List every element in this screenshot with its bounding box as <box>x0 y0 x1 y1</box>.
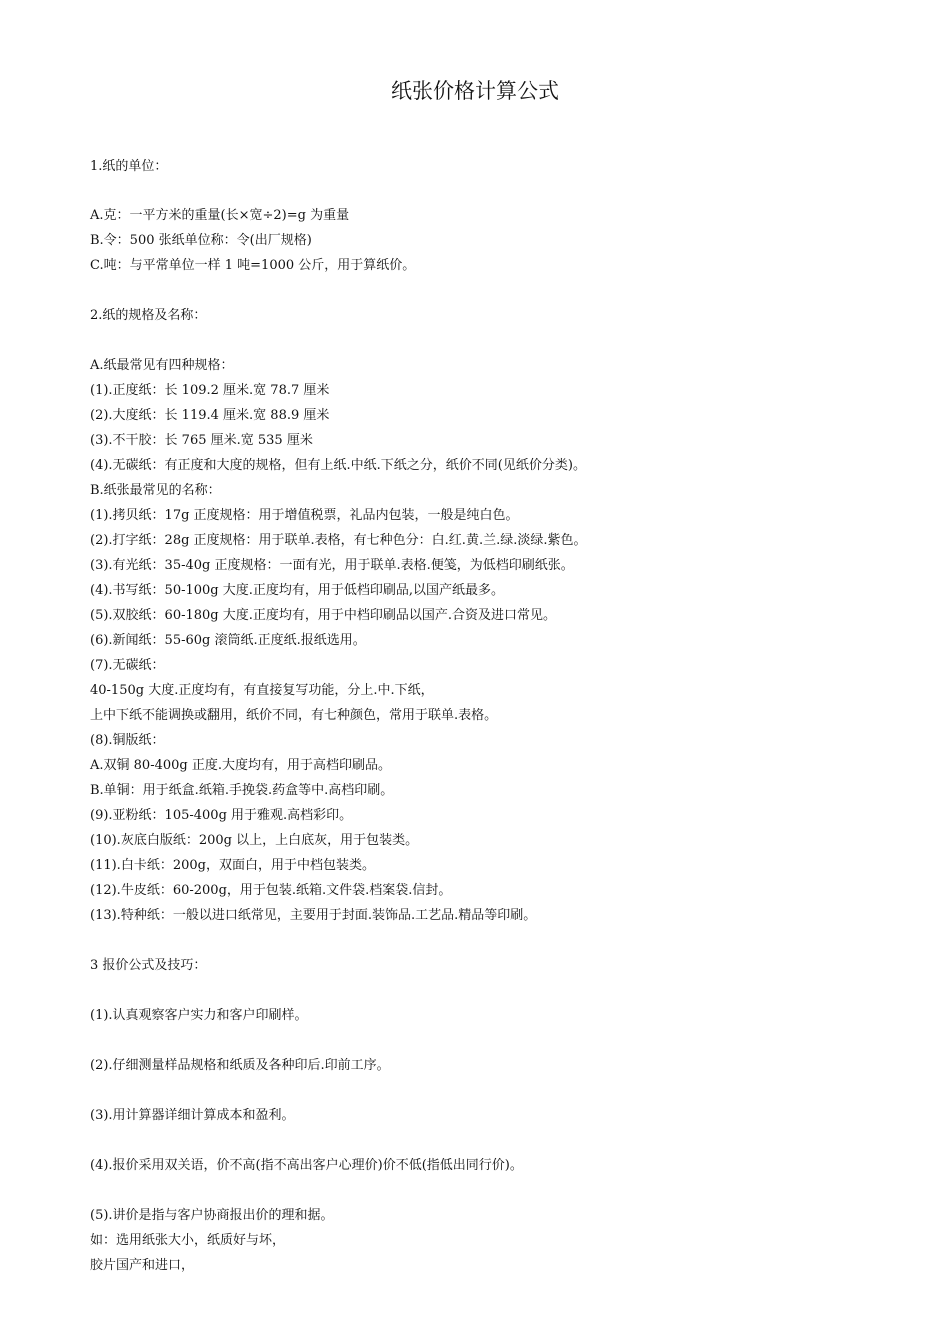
text-line: 上中下纸不能调换或翻用，纸价不同，有七种颜色，常用于联单.表格。 <box>90 708 498 723</box>
text-line: (2).大度纸：长 119.4 厘米.宽 88.9 厘米 <box>90 408 330 423</box>
text-line: 40-150g 大度.正度均有，有直接复写功能，分上.中.下纸， <box>90 683 434 698</box>
text-line: (9).亚粉纸：105-400g 用于雅观.高档彩印。 <box>90 808 353 823</box>
section-heading-paper-specs: 2.纸的规格及名称： <box>90 308 207 323</box>
text-line: A.双铜 80-400g 正度.大度均有，用于高档印刷品。 <box>90 758 391 773</box>
document-title: 纸张价格计算公式 <box>391 79 559 103</box>
text-line: A.纸最常见有四种规格： <box>90 358 234 373</box>
text-line: (4).报价采用双关语，价不高(指不高出客户心理价)价不低(指低出同行价)。 <box>90 1158 523 1173</box>
text-line: (13).特种纸：一般以进口纸常见，主要用于封面.装饰品.工艺品.精品等印刷。 <box>90 908 537 923</box>
text-line: (5).双胶纸：60-180g 大度.正度均有，用于中档印刷品以国产.合资及进口常见。 <box>90 608 557 623</box>
text-line: (1).认真观察客户实力和客户印刷样。 <box>90 1008 308 1023</box>
text-line: 如：选用纸张大小，纸质好与坏， <box>90 1233 286 1248</box>
text-line: (2).打字纸：28g 正度规格：用于联单.表格，有七种色分：白.红.黄.兰.绿.淡绿.紫色。 <box>90 533 587 548</box>
text-line: (7).无碳纸： <box>90 658 165 673</box>
text-line: C.吨：与平常单位一样 1 吨=1000 公斤，用于算纸价。 <box>90 258 416 273</box>
text-line: (3).有光纸：35-40g 正度规格：一面有光，用于联单.表格.便笺，为低档印刷纸张。 <box>90 558 574 573</box>
text-line: B.单铜：用于纸盒.纸箱.手挽袋.药盒等中.高档印刷。 <box>90 783 394 798</box>
text-line: (1).正度纸：长 109.2 厘米.宽 78.7 厘米 <box>90 383 330 398</box>
text-line: (12).牛皮纸：60-200g，用于包装.纸箱.文件袋.档案袋.信封。 <box>90 883 452 898</box>
text-line: B.纸张最常见的名称： <box>90 483 221 498</box>
text-line: B.令：500 张纸单位称：令(出厂规格) <box>90 233 312 248</box>
text-line: A.克：一平方米的重量(长×宽÷2)=g 为重量 <box>90 208 350 223</box>
text-line: (4).无碳纸：有正度和大度的规格，但有上纸.中纸.下纸之分，纸价不同(见纸价分类)。 <box>90 458 586 473</box>
text-line: (3).不干胶：长 765 厘米.宽 535 厘米 <box>90 433 313 448</box>
text-line: (11).白卡纸：200g，双面白，用于中档包装类。 <box>90 858 375 873</box>
text-line: (10).灰底白版纸：200g 以上，上白底灰，用于包装类。 <box>90 833 419 848</box>
text-line: (1).拷贝纸：17g 正度规格：用于增值税票，礼品内包装，一般是纯白色。 <box>90 508 519 523</box>
text-line: 胶片国产和进口， <box>90 1258 195 1273</box>
text-line: (5).讲价是指与客户协商报出价的理和据。 <box>90 1208 334 1223</box>
text-line: (8).铜版纸： <box>90 733 165 748</box>
text-line: (2).仔细测量样品规格和纸质及各种印后.印前工序。 <box>90 1058 390 1073</box>
text-line: (4).书写纸：50-100g 大度.正度均有，用于低档印刷品,以国产纸最多。 <box>90 583 505 598</box>
section-heading-quote-formula: 3 报价公式及技巧： <box>90 958 207 973</box>
text-line: (6).新闻纸：55-60g 滚筒纸.正度纸.报纸选用。 <box>90 633 366 648</box>
section-heading-paper-units: 1.纸的单位： <box>90 159 168 174</box>
text-line: (3).用计算器详细计算成本和盈利。 <box>90 1108 295 1123</box>
